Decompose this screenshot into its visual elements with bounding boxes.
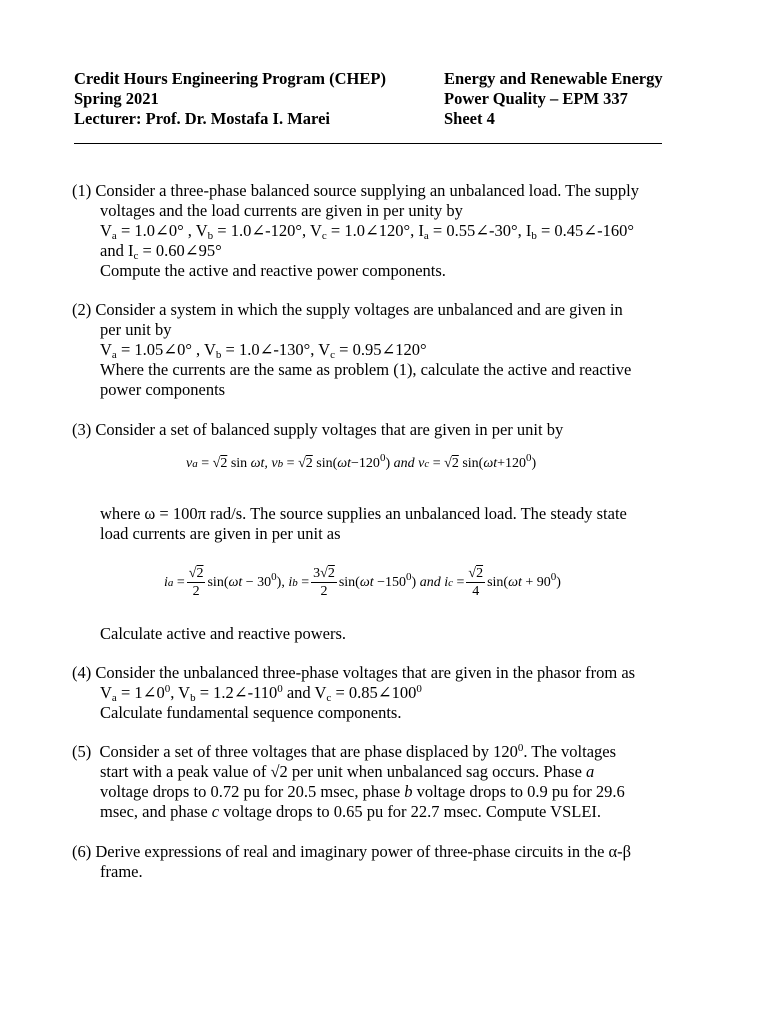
problem-2-line-5: power components (100, 380, 226, 399)
problem-5-line-3: voltage drops to 0.72 pu for 20.5 msec, phase b voltage drops to 0.9 pu for 29.6 (100, 782, 625, 801)
sheet-number: Sheet 4 (444, 109, 495, 128)
problem-5-line-4: msec, and phase c voltage drops to 0.65 pu for 22.7 msec. Compute VSLEI. (100, 802, 602, 821)
problem-3-line-1: (3) Consider a set of balanced supply voltages that are given in per unit by (72, 420, 564, 439)
problem-5-line-2: start with a peak value of √2 per unit when unbalanced sag occurs. Phase a (100, 762, 595, 781)
problem-3-continued (72, 504, 694, 544)
problem-6 (72, 842, 694, 882)
problem-4-values: $V_a$ = $1\angle 0^0$, $V_b$ = $1.2\angle-110^0$ and $V_c$ = $0.85\angle 100^0$ (100, 683, 422, 704)
course-title: Power Quality – EPM 337 (444, 89, 628, 108)
problem-1-line-1: (1) Consider a three-phase balanced source supplying an unbalanced load. The supply (72, 181, 639, 200)
problem-3-line-2: where ω = 100π rad/s. The source supplies an unbalanced load. The steady state (100, 504, 627, 523)
problem-3-line-4: Calculate active and reactive powers. (100, 624, 347, 643)
problem-2-line-4: Where the currents are the same as problem (1), calculate the active and reactive (100, 360, 632, 379)
problem-2-values: $V_a$ = 1.05∠0° , $V_b$ = 1.0∠-130°, $V_c$ = 0.95∠120° (100, 340, 427, 361)
problem-6-line-2: frame. (100, 862, 143, 881)
problem-3-line-3: load currents are given in per unit as (100, 524, 341, 543)
problem-4-task: Calculate fundamental sequence components. (100, 703, 402, 722)
problem-1-values: $V_a$ = 1.0∠0° , $V_b$ = 1.0∠-120°, $V_c$ = 1.0∠120°, $I_a$ = 0.55∠-30°, $I_b$ = 0.45∠-160° (100, 221, 634, 242)
problem-3-task (72, 624, 694, 644)
problem-4 (72, 663, 694, 723)
header-right (444, 69, 663, 129)
problem-2-line-1: (2) Consider a system in which the supply voltages are unbalanced and are given in (72, 300, 623, 319)
problem-6-line-1: (6) Derive expressions of real and imaginary power of three-phase circuits in the α-β (72, 842, 632, 861)
program-name: Credit Hours Engineering Program (CHEP) (74, 69, 386, 88)
problem-2 (72, 300, 694, 400)
lecturer: Lecturer: Prof. Dr. Mostafa I. Marei (74, 109, 330, 128)
header-divider (74, 143, 662, 144)
problem-4-line-1: (4) Consider the unbalanced three-phase voltages that are given in the phasor from as (72, 663, 636, 682)
problem-5-line-1: (5) Consider a set of three voltages that are phase displaced by $120^0$. The voltages (72, 742, 617, 761)
problem-1-line-2: voltages and the load currents are given in per unity by (100, 201, 463, 220)
current-equation: i a = $\frac{√2}{2}$ sin( ωt − $30^0$), i b = $\frac{3√2}{2}$ sin( ωt $-150^0$) and i c = $\frac{√2}{4}$ sin( ωt + $90^0$) (164, 566, 561, 599)
problem-1-values-2: and $I_c$ = 0.60∠95° (100, 241, 222, 262)
header-left (74, 69, 386, 129)
problem-1-task: Compute the active and reactive power components. (100, 261, 446, 280)
problem-3 (72, 420, 694, 440)
problem-5 (72, 742, 694, 822)
problem-1 (72, 181, 694, 281)
problem-2-line-2: per unit by (100, 320, 172, 339)
voltage-equation: v a = √2 sin ωt, v b = √2 sin( ωt $-120^0$) and v c = √2 sin( ωt $+120^0$) (186, 452, 537, 471)
semester: Spring 2021 (74, 89, 159, 108)
department: Energy and Renewable Energy (444, 69, 663, 88)
